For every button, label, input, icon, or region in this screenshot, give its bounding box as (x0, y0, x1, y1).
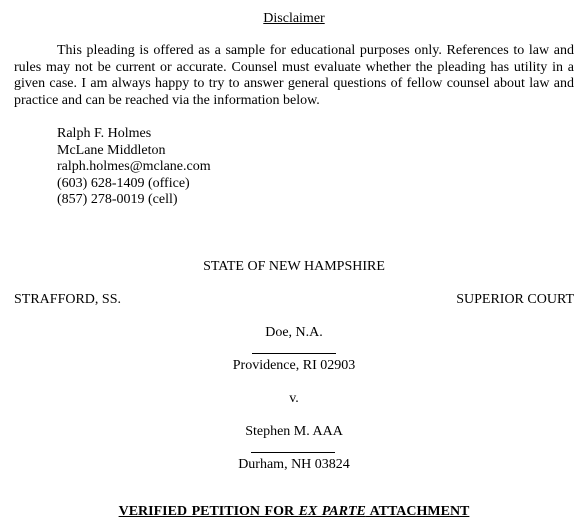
contact-block (57, 126, 211, 209)
defendant-divider (251, 452, 335, 453)
caption-county: STRAFFORD, SS. (14, 292, 121, 307)
contact-office-phone: (603) 628-1409 (office) (57, 175, 190, 191)
caption-state: STATE OF NEW HAMPSHIRE (203, 259, 385, 274)
plaintiff-address: Providence, RI 02903 (232, 358, 356, 373)
plaintiff-name: Doe, N.A. (265, 325, 323, 340)
contact-name: Ralph F. Holmes (57, 126, 152, 141)
defendant-address: Durham, NH 03824 (238, 457, 350, 472)
contact-email: ralph.holmes@mclane.com (57, 159, 211, 175)
caption-court: SUPERIOR COURT (456, 292, 574, 307)
petition-title-prefix: VERIFIED PETITION FOR (118, 504, 299, 519)
petition-title-emphasis: EX PARTE (298, 504, 366, 519)
petition-title (14, 503, 574, 520)
defendant-name: Stephen M. AAA (245, 424, 343, 439)
versus-label: v. (289, 391, 299, 406)
plaintiff-divider (252, 353, 336, 354)
contact-cell-phone: (857) 278-0019 (cell) (57, 192, 178, 208)
petition-title-suffix: ATTACHMENT (365, 504, 470, 519)
contact-firm: McLane Middleton (57, 142, 166, 158)
disclaimer-paragraph: This pleading is offered as a sample for educational purposes only. References to law and rules may not be current or accurate. Counsel must evaluate whether the pleading has utility in a given case. I am always happy to try to answer general questions of fellow counsel about law and practice and can be reached via the information below. (14, 43, 574, 108)
disclaimer-title: Disclaimer (263, 11, 325, 26)
document-page (14, 0, 574, 522)
